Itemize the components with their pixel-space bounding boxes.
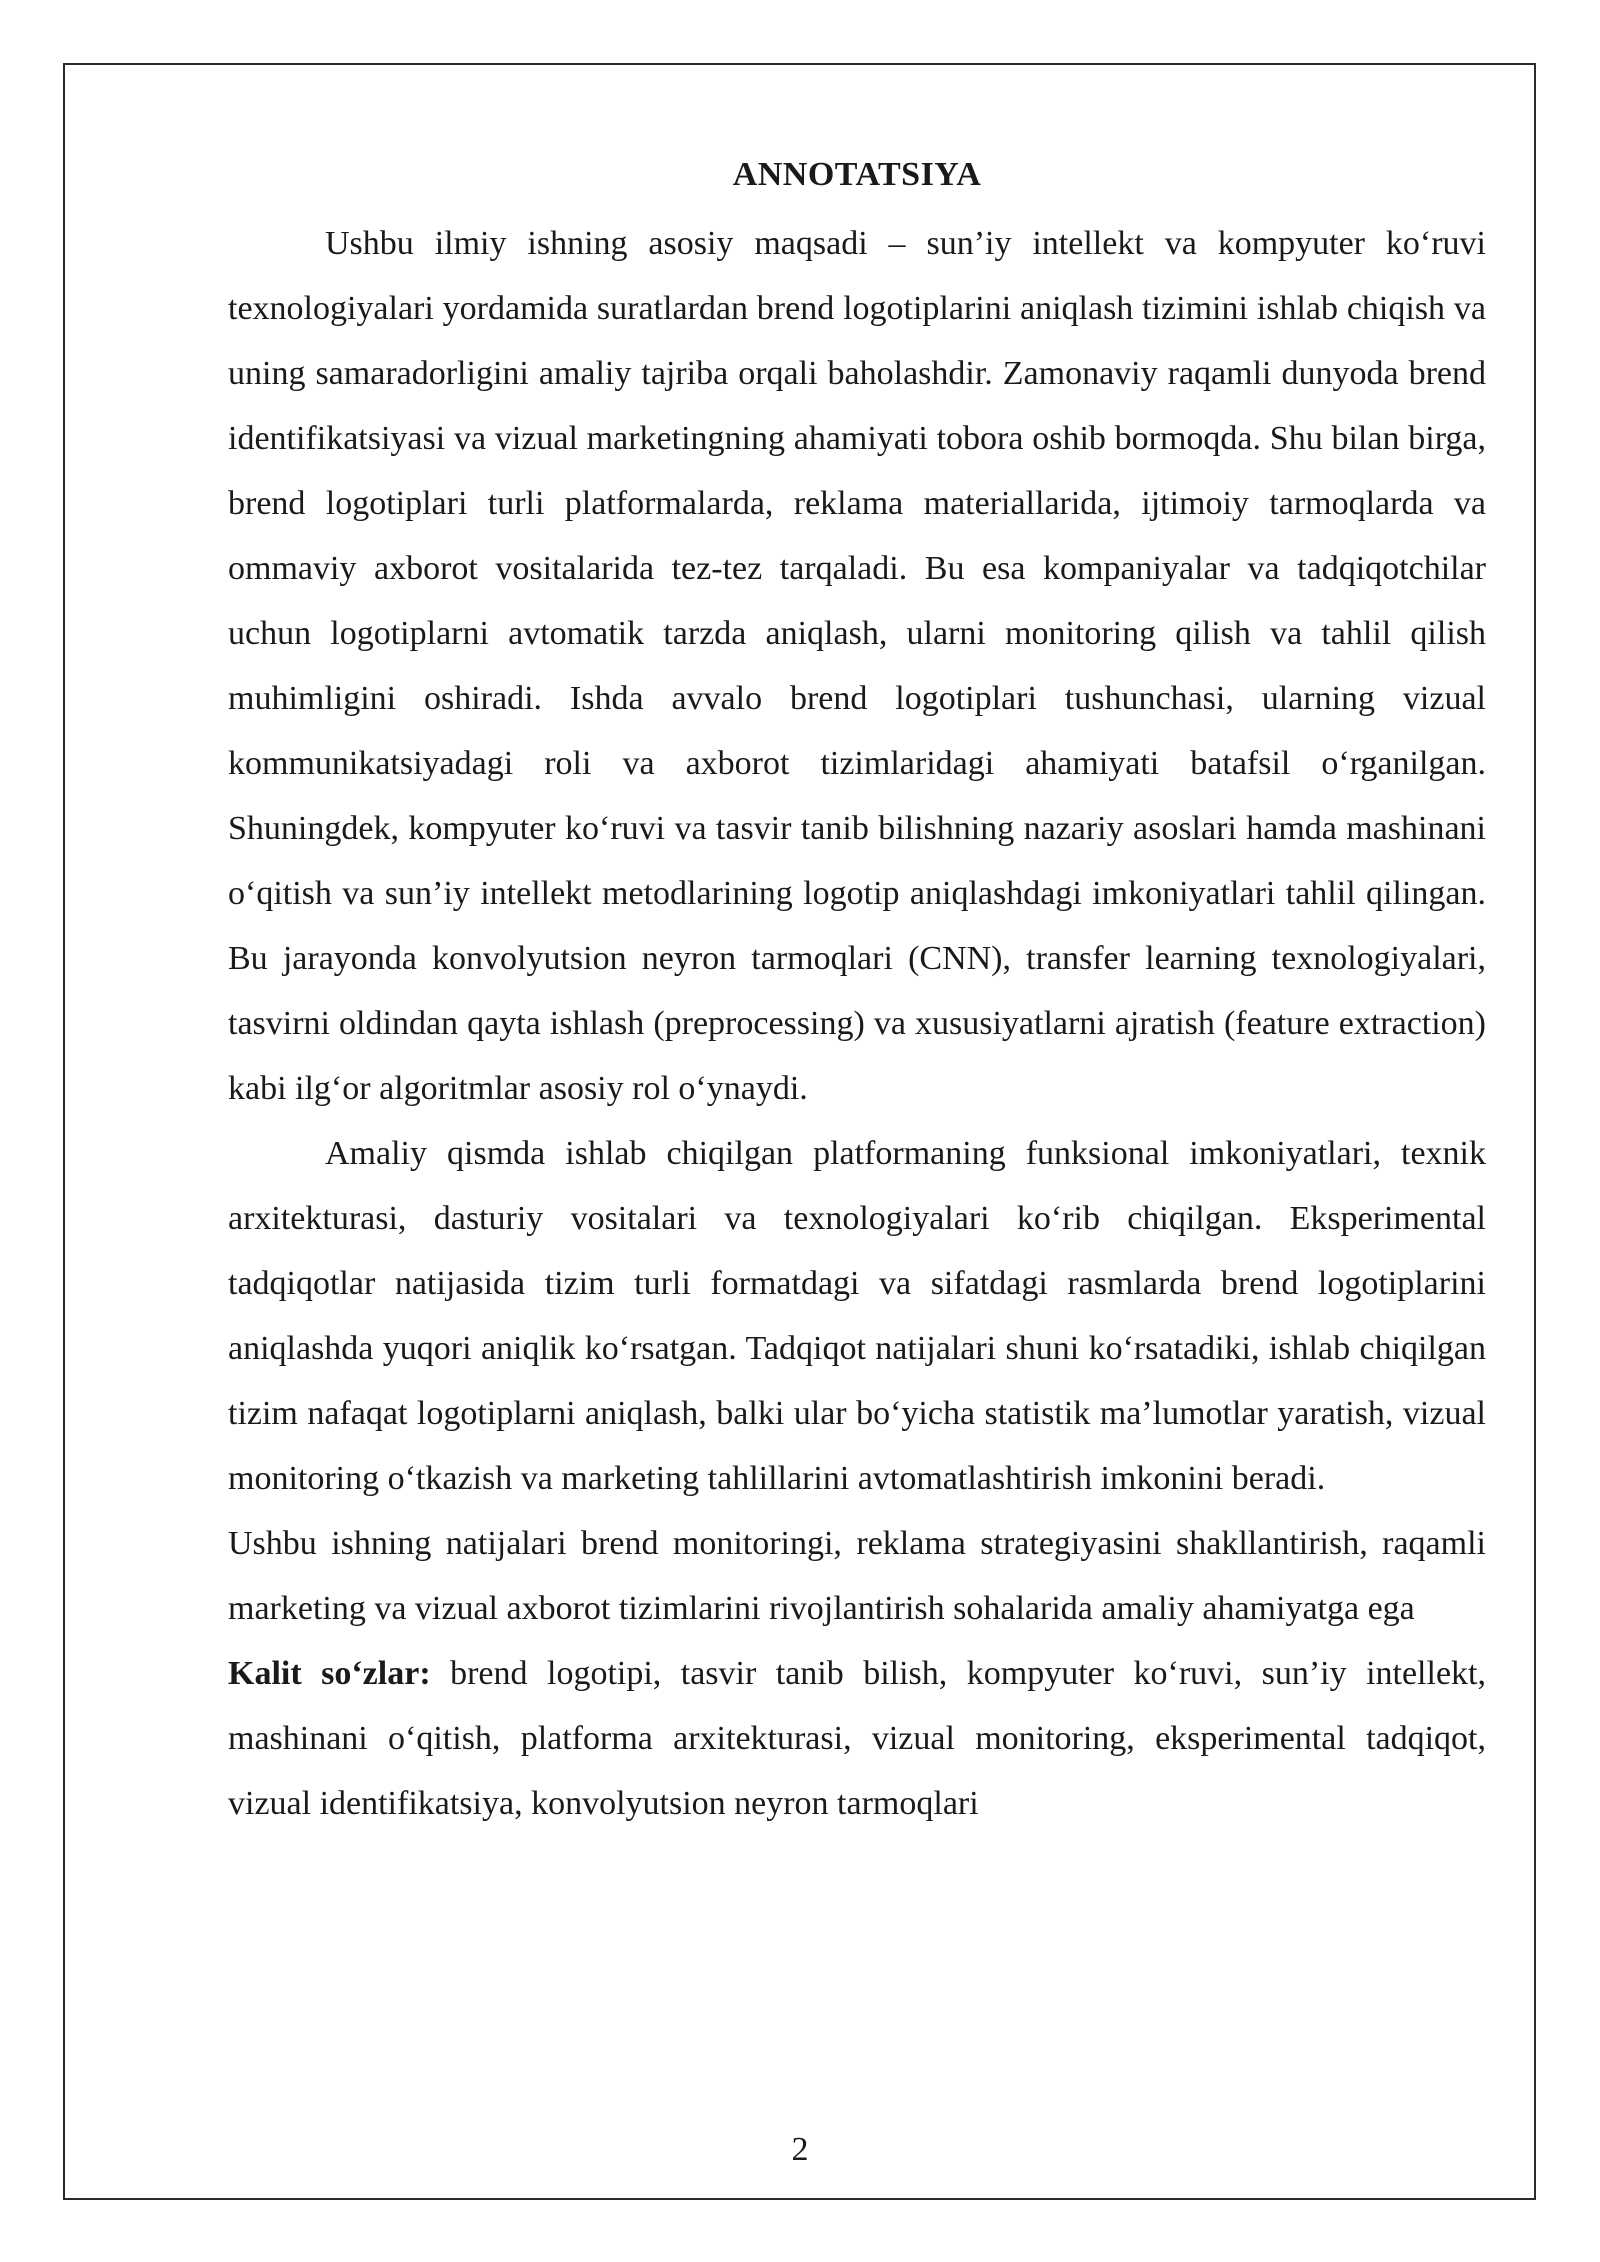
paragraph-practical: Amaliy qismda ishlab chiqilgan platformaning funksional imkoniyatlari, texnik arxitekturasi, dasturiy vositalari va texnologiyalari ko‘rib chiqilgan. Eksperimental tadqiqotlar natijasida tizim turli formatdagi va sifatdagi rasmlarda brend logotiplarini aniqlashda yuqori aniqlik ko‘rsatgan. Tadqiqot natijalari shuni ko‘rsatadiki, ishlab chiqilgan tizim nafaqat logotiplarni aniqlash, balki ular bo‘yicha statistik ma’lumotlar yaratish, vizual monitoring o‘tkazish va marketing tahlillarini avtomatlashtirish imkonini beradi. <box>228 1135 1486 1497</box>
document-body <box>228 145 1486 1836</box>
keywords-paragraph <box>228 1641 1486 1836</box>
document-title: ANNOTATSIYA <box>732 156 982 193</box>
keywords-list: brend logotipi, tasvir tanib bilish, kompyuter ko‘ruvi, sun’iy intellekt, mashinani o‘qitish, platforma arxitekturasi, vizual monitoring, eksperimental tadqiqot, vizual identifikatsiya, konvolyutsion neyron tarmoqlari <box>228 1655 1486 1822</box>
page-number: 2 <box>791 2131 809 2168</box>
paragraph-conclusion: Ushbu ishning natijalari brend monitoringi, reklama strategiyasini shakllantirish, raqamli marketing va vizual axborot tizimlarini rivojlantirish sohalarida amaliy ahamiyatga ega <box>228 1525 1486 1627</box>
paragraph-intro: Ushbu ilmiy ishning asosiy maqsadi – sun’iy intellekt va kompyuter ko‘ruvi texnologiyalari yordamida suratlardan brend logotiplarini aniqlash tizimini ishlab chiqish va uning samaradorligini amaliy tajriba orqali baholashdir. Zamonaviy raqamli dunyoda brend identifikatsiyasi va vizual marketingning ahamiyati tobora oshib bormoqda. Shu bilan birga, brend logotiplari turli platformalarda, reklama materiallarida, ijtimoiy tarmoqlarda va ommaviy axborot vositalarida tez-tez tarqaladi. Bu esa kompaniyalar va tadqiqotchilar uchun logotiplarni avtomatik tarzda aniqlash, ularni monitoring qilish va tahlil qilish muhimligini oshiradi. Ishda avvalo brend logotiplari tushunchasi, ularning vizual kommunikatsiyadagi roli va axborot tizimlaridagi ahamiyati batafsil o‘rganilgan. Shuningdek, kompyuter ko‘ruvi va tasvir tanib bilishning nazariy asoslari hamda mashinani o‘qitish va sun’iy intellekt metodlarining logotip aniqlashdagi imkoniyatlari tahlil qilingan. Bu jarayonda konvolyutsion neyron tarmoqlari (CNN), transfer learning texnologiyalari, tasvirni oldindan qayta ishlash (preprocessing) va xususiyatlarni ajratish (feature extraction) kabi ilg‘or algoritmlar asosiy rol o‘ynaydi. <box>228 225 1486 1107</box>
keywords-label: Kalit so‘zlar: <box>228 1655 431 1692</box>
